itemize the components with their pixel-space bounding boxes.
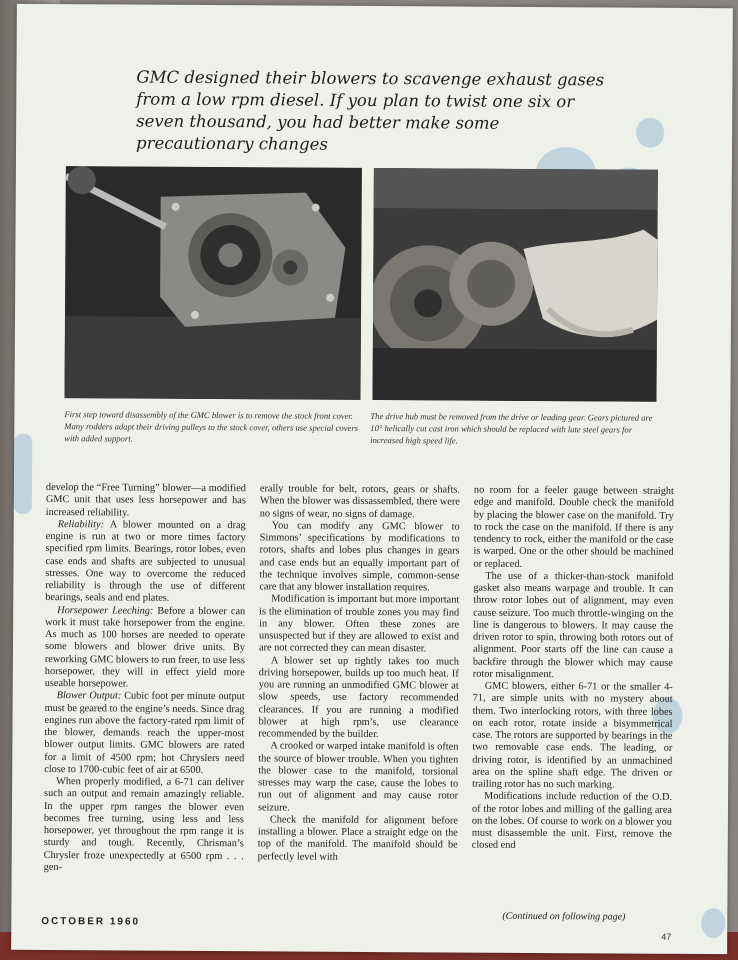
photo-drive-gear: [372, 168, 657, 402]
continued-note: (Continued on following page): [502, 910, 626, 923]
paragraph-text: Cubic foot per minute output must be geared to the engine’s needs. Since drag engines run above the factory-rated rpm limit of the blower, demands reach the upper-most blower output limits. GMC blowers are rated for a limit of 4500 rpm; hot Chryslers need close to 1700-cubic feet of air at 6500.: [44, 690, 245, 776]
magazine-page: [11, 4, 733, 954]
paragraph: erally trouble for belt, rotors, gears or shafts. When the blower was dissassembled, there were no signs of wear, no signs of damage.: [259, 483, 460, 520]
paragraph: A crooked or warped intake manifold is often the source of blower trouble. When you tighten the blower case to the manifold, torsional stresses may warp the case, cause the lobes to run out of alignment and may cause rotor seizure.: [257, 740, 459, 814]
runin-heading: Horsepower Leeching:: [57, 604, 154, 617]
paragraph: The use of a thicker-than-stock manifold gasket also means warpage and trouble. It can throw rotor lobes out of alignment, may even cause seizure. Too much throttle-winging on the line is dangerous to blowers. It may cause the driven rotor to spin, throwing both rotors out of alignment. Poor starts off the line can cause a backfire through the blower which may cause rotor misalignment.: [472, 570, 674, 680]
page-headline: GMC designed their blowers to scavenge exhaust gases from a low rpm diesel. If you plan to twist one six or seven thousand, you had better make some precautionary changes: [135, 67, 605, 154]
paragraph: You can modify any GMC blower to Simmons’ specifications by modifications to rotors, shafts and lobes plus changes in gears and case ends but an equally important part of the technique involves simple, common-sense care that any blower installation requires.: [259, 520, 460, 594]
paragraph: [44, 690, 245, 777]
paragraph: GMC blowers, either 6-71 or the smaller 4-71, are simple units with no mystery about them. Two interlocking rotors, with three lobes on each rotor, rotate inside a bisymmetrical case. The rotors are supported by bearings in the two removable case ends. The leading, or driving rotor, is identified by an unmachined area on the spline shaft edge. The driven or trailing rotor has no such marking.: [472, 680, 673, 791]
caption-right: The drive hub must be removed from the drive or leading gear. Gears pictured are 10° helically cut cast iron which should be replaced with late steel gears for increased high speed life.: [370, 410, 653, 446]
paragraph: develop the “Free Turning” blower—a modified GMC unit that uses less horsepower and has increased reliability.: [45, 482, 246, 519]
caption-left: First step toward disassembly of the GMC blower is to remove the stock front cover. Many rodders adapt their driving pulleys to the stock cover, others use special covers with added support.: [64, 409, 359, 444]
paragraph: When properly modified, a 6-71 can deliver such an output and remain amazingly reliable. In the upper rpm ranges the blower even becomes free turning, using less and less horsepower, yet throughout the rpm range it is sturdy and tough. Recently, Chrisman’s Chrysler froze unexpectedly at 6500 rpm . . . gen-: [43, 776, 245, 873]
article-column-3: [472, 485, 674, 854]
drive-gear-image: [372, 168, 657, 402]
page-number: 47: [661, 931, 672, 942]
photo-front-cover: [64, 166, 361, 400]
paragraph: Modifications include reduction of the O.D. of the rotor lobes and milling of the galling area on the lobes. Of course to work on a blower you must disassemble the unit. First, remove the closed end: [471, 790, 673, 852]
paragraph-text: A blower mounted on a drag engine is run at two or more times factory specified rpm limits. Bearings, rotor lobes, even case ends and shafts are subjected to unusual stresses. One way to overcome the reduced reliability is through the use of different bearings, seals and end plates.: [45, 519, 246, 605]
paragraph-text: Before a blower can work it must take horsepower from the engine. As much as 100 horses are needed to operate some blowers and blower drive units. By reworking GMC blowers to run freer, to use less horsepower, they will in effect yield more useable horsepower.: [44, 605, 246, 690]
runin-heading: Reliability:: [57, 518, 105, 531]
paragraph: no room for a feeler gauge between straight edge and manifold. Double check the manifold by placing the blower case on the manifold. Try to rock the case on the manifold. If there is any tendency to rock, either the manifold or the case is warped. One or the other should be machined or replaced.: [473, 484, 674, 570]
paragraph: Check the manifold for alignment before installing a blower. Place a straight edge on the top of the manifold. The manifold should be perfectly level with: [257, 814, 458, 863]
article-column-2: [258, 483, 460, 864]
paragraph: A blower set up tightly takes too much driving horsepower, builds up too much heat. If you are running an unmodified GMC blower at slow speeds, use factory recommended clearances. If you are running a modified blower at high rpm’s, use clearance recommended by the builder.: [258, 654, 459, 741]
paragraph: [45, 605, 246, 692]
paragraph: [45, 519, 246, 606]
runin-heading: Blower Output:: [56, 690, 122, 702]
article-column-1: [44, 482, 246, 875]
issue-date: OCTOBER 1960: [41, 915, 141, 928]
water-stain: [636, 118, 664, 148]
water-stain: [701, 908, 725, 938]
blower-cover-image: [64, 166, 361, 400]
water-stain: [14, 434, 32, 514]
paragraph: Modification is important but more important is the elimination of trouble zones you may find in any blower. Often these zones are unsuspected but if they are allowed to exist and are not corrected they can mean disaster.: [258, 593, 460, 655]
